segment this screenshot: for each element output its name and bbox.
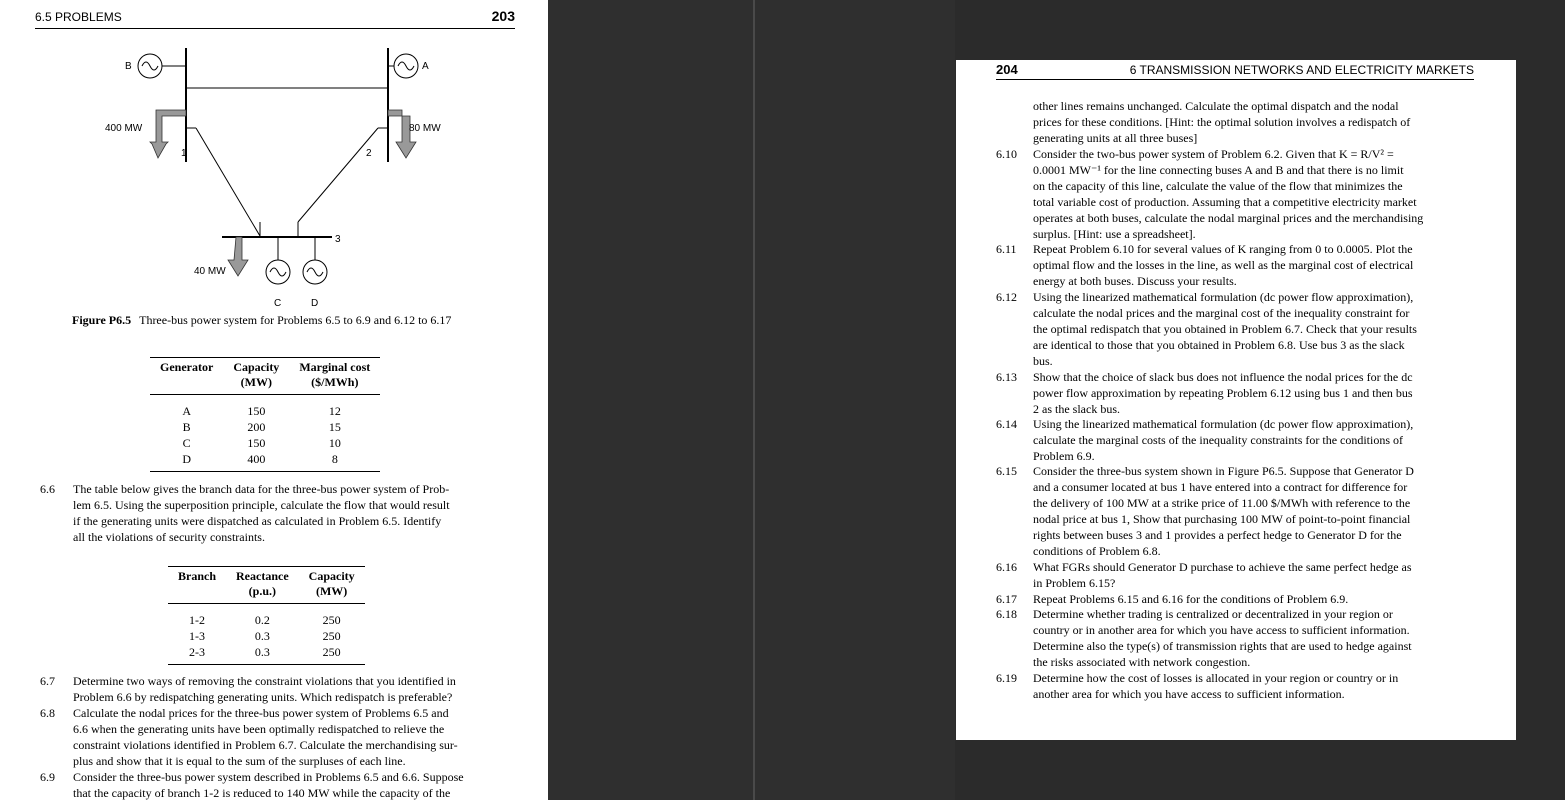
load-arrow-bus2 bbox=[388, 110, 416, 158]
bus-2-label: 2 bbox=[366, 148, 372, 159]
line-2-3 bbox=[298, 128, 378, 222]
table-row: 1-3 0.3 250 bbox=[189, 629, 341, 643]
table-row: D 400 8 bbox=[182, 452, 338, 466]
table-row: 1-2 0.2 250 bbox=[189, 613, 341, 627]
section-title: 6.5 PROBLEMS bbox=[35, 10, 122, 24]
left-page-header bbox=[35, 8, 515, 29]
col-marginal-cost: Marginal cost ($/MWh) bbox=[289, 358, 380, 395]
bus-1-label: 1 bbox=[181, 148, 187, 159]
page-divider bbox=[753, 0, 755, 800]
caption-label: Figure P6.5 bbox=[72, 313, 132, 327]
line-1-3 bbox=[196, 128, 260, 236]
chapter-title: 6 TRANSMISSION NETWORKS AND ELECTRICITY MARKETS bbox=[1129, 63, 1474, 77]
right-page-header bbox=[996, 62, 1474, 80]
col-capacity: Capacity (MW) bbox=[223, 358, 289, 395]
table-row: B 200 15 bbox=[182, 420, 341, 434]
branch-table bbox=[168, 566, 365, 665]
col-generator: Generator bbox=[150, 358, 223, 395]
col-reactance: Reactance (p.u.) bbox=[226, 567, 299, 604]
gen-a-label: A bbox=[422, 61, 429, 72]
caption-text: Three-bus power system for Problems 6.5 to 6.9 and 6.12 to 6.17 bbox=[139, 313, 452, 327]
gen-c-label: C bbox=[274, 298, 282, 309]
left-page: 6.5 PROBLEMS 203 B A C D 400 MW 80 MW 40 MW 1 2 3 Figure P6.5 Three-bus power system for Problems 6.5 to 6.9 and 6.12 to 6.17 Generator Capacity (MW) Marginal cost ($/MWh) A 150 12 B 200 15 C 150 10 D 400 8 6.6 The table below gives the branch data for the three-bus power system of Prob- lem 6.5. Using the superposition principle, calculate the flow that would result if the generating units were dispatched as calculated in Problem 6.5. Identify all the violations of security constraints. Branch Reactance (p.u.) Capacity (MW) 1-2 0.2 250 1-3 0.3 250 2-3 0.3 250 6.7 Determine two ways of removing the constraint violations that you identified in Problem 6.6 by redispatching generating units. Which redispatch is preferable? 6.8 Calculate the nodal prices for the three-bus power system of Problems 6.5 and 6.6 when the generating units have been optimally redispatched to relieve the constraint violations identified in Problem 6.7. Calculate the merchandising sur- plus and show that it is equal to the sum of the surpluses of each line. 6.9 Consider the three-bus power system described in Problems 6.5 and 6.6. Suppose that the capacity of branch 1-2 is reduced to 140 MW while the capacity of the bbox=[0, 0, 548, 800]
three-bus-diagram bbox=[100, 42, 460, 312]
bus-3-label: 3 bbox=[335, 234, 341, 245]
gen-d-label: D bbox=[311, 298, 319, 309]
load-bus3-label: 40 MW bbox=[194, 266, 226, 277]
generator-table bbox=[150, 357, 380, 472]
right-page: 204 6 TRANSMISSION NETWORKS AND ELECTRICITY MARKETS other lines remains unchanged. Calculate the optimal dispatch and the nodal prices for these conditions. [Hint: the optimal solution involves a redispatch of generating units at all three buses] 6.10 Consider the two-bus power system of Problem 6.2. Given that K = R/V² = 0.0001 MW⁻¹ for the line connecting buses A and B and that there is no limit on the capacity of this line, calculate the value of the flow that minimizes the total variable cost of production. Assuming that a competitive electricity market operates at both buses, calculate the nodal marginal prices and the merchandising surplus. [Hint: use a spreadsheet]. 6.11 Repeat Problem 6.10 for several values of K ranging from 0 to 0.0005. Plot the optimal flow and the losses in the line, as well as the marginal cost of electrical energy at both buses. Discuss your results. 6.12 Using the linearized mathematical formulation (dc power flow approximation), calculate the nodal prices and the marginal cost of the inequality constraint for the optimal redispatch that you obtained in Problem 6.7. Check that your results are identical to those that you obtained in Problem 6.8. Use bus 3 as the slack bus. 6.13 Show that the choice of slack bus does not influence the nodal prices for the dc power flow approximation by repeating Problem 6.12 using bus 1 and then bus 2 as the slack bus. 6.14 Using the linearized mathematical formulation (dc power flow approximation), calculate the marginal costs of the inequality constraints for the conditions of Problem 6.9. 6.15 Consider the three-bus system shown in Figure P6.5. Suppose that Generator D and a consumer located at bus 1 have entered into a contract for difference for the delivery of 100 MW at a strike price of 11.00 $/MWh with reference to the nodal price at bus 1, Show that purchasing 100 MW of point-to-point financial rights between buses 3 and 1 provides a perfect hedge to Generator D for the conditions of Problem 6.8. 6.16 What FGRs should Generator D purchase to achieve the same perfect hedge as in Problem 6.15? 6.17 Repeat Problems 6.15 and 6.16 for the conditions of Problem 6.9. 6.18 Determine whether trading is centralized or decentralized in your region or country or in another area for which you have access to sufficient information. Determine also the type(s) of transmission rights that are used to hedge against the risks associated with network congestion. 6.19 Determine how the cost of losses is allocated in your region or country or in another area for which you have access to sufficient information. bbox=[956, 60, 1516, 740]
page-number: 204 bbox=[996, 62, 1018, 77]
gen-b-label: B bbox=[125, 61, 132, 72]
load-arrow-bus3 bbox=[228, 237, 248, 276]
col-branch-capacity: Capacity (MW) bbox=[299, 567, 365, 604]
table-row: 2-3 0.3 250 bbox=[189, 645, 341, 659]
col-branch: Branch bbox=[168, 567, 226, 604]
viewer-gutter bbox=[548, 0, 955, 800]
page-number: 203 bbox=[491, 8, 515, 24]
figure-caption bbox=[72, 313, 451, 328]
table-row: C 150 10 bbox=[182, 436, 341, 450]
load-bus2-label: 80 MW bbox=[409, 123, 441, 134]
load-bus1-label: 400 MW bbox=[105, 123, 143, 134]
table-row: A 150 12 bbox=[182, 404, 341, 418]
problem-6-9-continuation: other lines remains unchanged. Calculate the optimal dispatch and the nodal prices for these conditions. [Hint: the optimal solution involves a redispatch of generating units at all three buses] bbox=[1033, 99, 1411, 145]
